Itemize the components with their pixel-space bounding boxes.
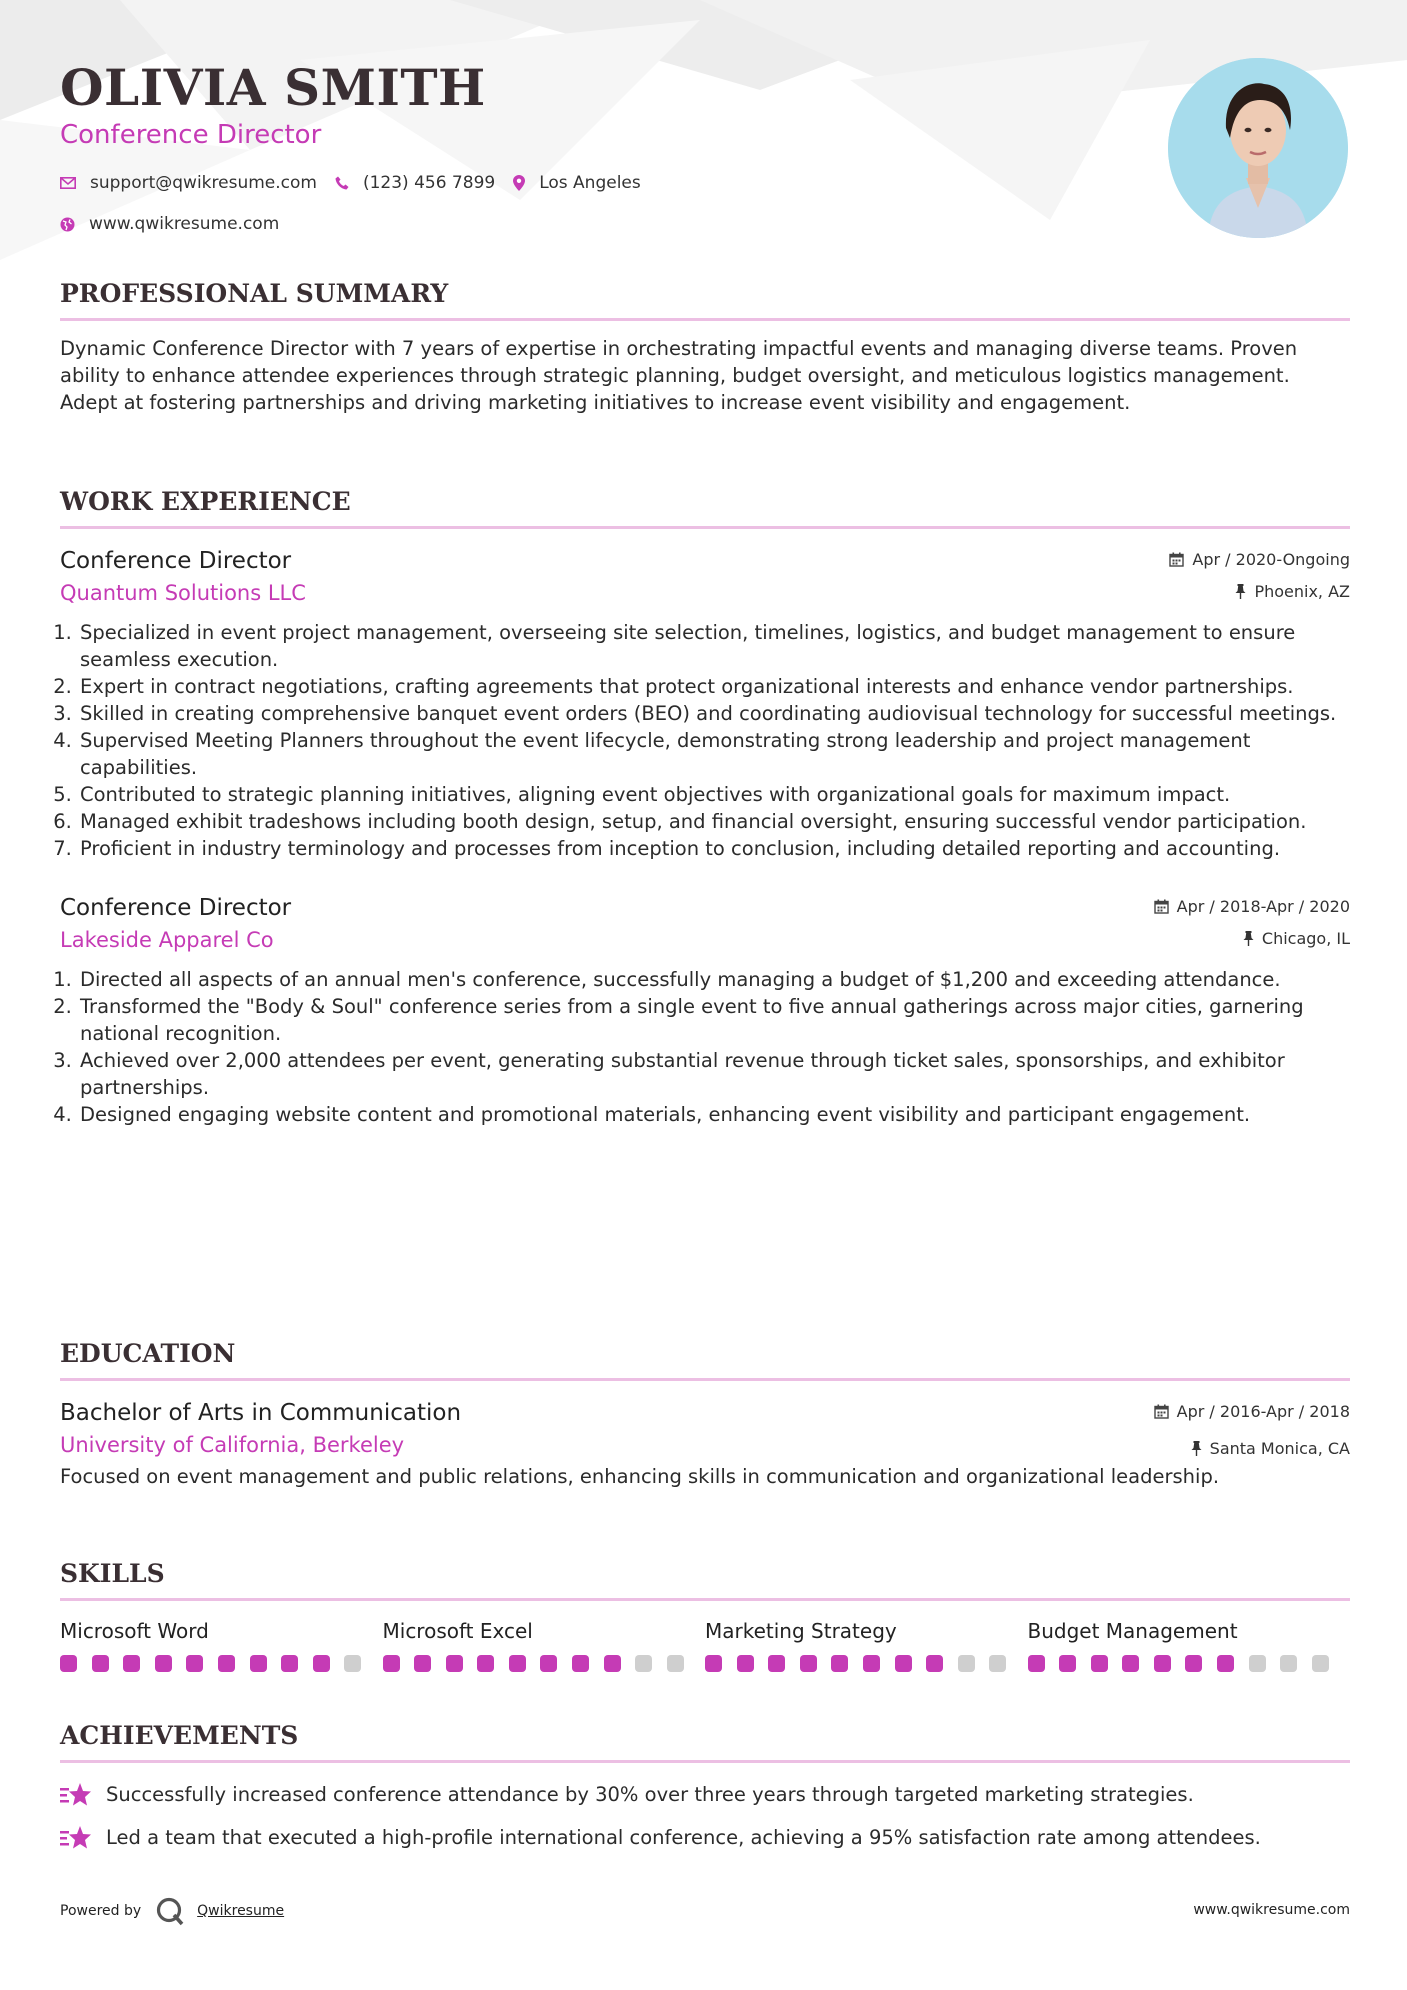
skills-section xyxy=(60,1556,1350,1672)
skill-item xyxy=(60,1619,383,1672)
calendar-icon xyxy=(1154,899,1169,914)
job-entry xyxy=(60,545,1350,862)
location-text: Los Angeles xyxy=(539,173,641,193)
list-item: 7. Proficient in industry terminology and processes from inception to conclusion, including detailed reporting and accounting. xyxy=(78,835,1350,862)
summary-text: Dynamic Conference Director with 7 years of expertise in orchestrating impactful events and managing diverse teams. Proven ability to enhance attendee experiences through strategic planning, budget oversight, and meticulous logistics management. Adept at fostering partnerships and driving marketing initiatives to increase event visibility and engagement. xyxy=(60,337,1298,414)
education-dates-text: Apr / 2016-Apr / 2018 xyxy=(1176,1402,1350,1421)
list-item: 4. Supervised Meeting Planners throughout the event lifecycle, demonstrating strong leadership and project management capabilities. xyxy=(78,727,1350,781)
skill-dot-filled xyxy=(1091,1655,1108,1672)
skill-item xyxy=(1028,1619,1351,1672)
list-item: 3. Achieved over 2,000 attendees per event, generating substantial revenue through ticket sales, sponsorships, and exhibitor partnerships. xyxy=(78,1047,1350,1101)
website-text: www.qwikresume.com xyxy=(89,214,280,234)
job-company: Lakeside Apparel Co xyxy=(60,928,274,952)
skill-name: Budget Management xyxy=(1027,1619,1238,1643)
pushpin-icon xyxy=(1191,1441,1202,1456)
skill-dot-empty xyxy=(1249,1655,1266,1672)
skill-dot-filled xyxy=(414,1655,431,1672)
candidate-name: OLIVIA SMITH xyxy=(60,58,486,117)
skill-dot-filled xyxy=(313,1655,330,1672)
skill-dot-filled xyxy=(705,1655,722,1672)
job-responsibilities xyxy=(60,619,1350,862)
list-item: 5. Contributed to strategic planning initiatives, aligning event objectives with organizational goals for maximum impact. xyxy=(78,781,1350,808)
section-heading: WORK EXPERIENCE xyxy=(60,487,351,516)
job-location-text: Chicago, IL xyxy=(1261,929,1350,948)
skill-item xyxy=(705,1619,1028,1672)
skill-dot-filled xyxy=(831,1655,848,1672)
skill-rating xyxy=(383,1655,706,1672)
skill-rating xyxy=(1028,1655,1351,1672)
education-section xyxy=(60,1336,1350,1490)
skill-dot-filled xyxy=(509,1655,526,1672)
qwikresume-logo-icon xyxy=(155,1896,185,1926)
section-divider xyxy=(60,318,1350,321)
skill-dot-empty xyxy=(344,1655,361,1672)
job-title: Conference Director xyxy=(60,895,292,921)
achievements-list xyxy=(60,1773,1350,1859)
pushpin-icon xyxy=(1243,931,1254,946)
star-icon xyxy=(60,1782,92,1808)
qwikresume-link[interactable]: Qwikresume xyxy=(197,1903,285,1919)
contact-phone[interactable] xyxy=(335,173,495,193)
map-pin-icon xyxy=(513,175,525,191)
job-location xyxy=(1235,582,1350,601)
job-entry xyxy=(60,892,1350,1128)
achievement-text: Successfully increased conference attendance by 30% over three years through targeted marketing strategies. xyxy=(106,1783,1194,1806)
school-name: University of California, Berkeley xyxy=(60,1433,405,1457)
portrait-illustration xyxy=(1168,58,1348,238)
skill-dot-filled xyxy=(895,1655,912,1672)
skill-dot-filled xyxy=(737,1655,754,1672)
skill-dot-filled xyxy=(1122,1655,1139,1672)
skill-dot-filled xyxy=(446,1655,463,1672)
section-divider xyxy=(60,1598,1350,1601)
skill-dot-filled xyxy=(926,1655,943,1672)
skill-dot-filled xyxy=(1154,1655,1171,1672)
skill-item xyxy=(383,1619,706,1672)
skill-name: Microsoft Excel xyxy=(382,1619,533,1643)
section-heading: ACHIEVEMENTS xyxy=(60,1721,299,1750)
list-item: 2. Expert in contract negotiations, crafting agreements that protect organizational interests and enhance vendor partnerships. xyxy=(78,673,1350,700)
section-heading: EDUCATION xyxy=(60,1339,236,1368)
education-location-text: Santa Monica, CA xyxy=(1209,1439,1350,1458)
contact-row-2 xyxy=(60,214,297,234)
powered-by xyxy=(60,1896,284,1926)
experience-section xyxy=(60,484,1350,1128)
skill-dot-filled xyxy=(92,1655,109,1672)
skill-dot-empty xyxy=(1280,1655,1297,1672)
star-icon xyxy=(60,1825,92,1851)
skill-dot-filled xyxy=(250,1655,267,1672)
section-heading: PROFESSIONAL SUMMARY xyxy=(60,279,449,308)
achievements-section xyxy=(60,1718,1350,1859)
contact-location xyxy=(513,173,641,193)
skill-dot-filled xyxy=(800,1655,817,1672)
skill-dot-filled xyxy=(604,1655,621,1672)
skill-dot-filled xyxy=(572,1655,589,1672)
calendar-icon xyxy=(1169,552,1184,567)
skill-dot-empty xyxy=(635,1655,652,1672)
mail-icon xyxy=(60,177,76,189)
skill-dot-filled xyxy=(383,1655,400,1672)
skill-dot-filled xyxy=(1028,1655,1045,1672)
list-item: 1. Specialized in event project management, overseeing site selection, timelines, logistics, and budget management to ensure seamless execution. xyxy=(78,619,1350,673)
skill-dot-filled xyxy=(186,1655,203,1672)
achievement-item xyxy=(60,1816,1350,1859)
pushpin-icon xyxy=(1235,584,1246,599)
education-dates xyxy=(1154,1402,1350,1421)
skill-dot-empty xyxy=(989,1655,1006,1672)
education-description: Focused on event management and public relations, enhancing skills in communication and organizational leadership. xyxy=(60,1465,1220,1488)
degree-title: Bachelor of Arts in Communication xyxy=(60,1400,462,1426)
skill-dot-empty xyxy=(667,1655,684,1672)
section-divider xyxy=(60,1378,1350,1381)
powered-by-label: Powered by xyxy=(60,1903,142,1919)
list-item: 3. Skilled in creating comprehensive banquet event orders (BEO) and coordinating audiovisual technology for successful meetings. xyxy=(78,700,1350,727)
job-dates xyxy=(1169,550,1350,569)
education-entry xyxy=(60,1397,1350,1490)
candidate-title: Conference Director xyxy=(60,120,322,150)
list-item: 6. Managed exhibit tradeshows including booth design, setup, and financial oversight, ensuring successful vendor participation. xyxy=(78,808,1350,835)
section-heading: SKILLS xyxy=(60,1559,165,1588)
section-divider xyxy=(60,526,1350,529)
contact-website[interactable] xyxy=(60,214,279,234)
contact-row-1 xyxy=(60,173,659,193)
phone-icon xyxy=(335,176,349,190)
footer-website[interactable]: www.qwikresume.com xyxy=(1193,1902,1350,1918)
skill-dot-empty xyxy=(1312,1655,1329,1672)
list-item: 1. Directed all aspects of an annual men's conference, successfully managing a budget of $1,200 and exceeding attendance. xyxy=(78,966,1350,993)
skill-rating xyxy=(60,1655,383,1672)
phone-text: (123) 456 7899 xyxy=(362,173,496,193)
skill-dot-filled xyxy=(477,1655,494,1672)
achievement-text: Led a team that executed a high-profile international conference, achieving a 95% satisfaction rate among attendees. xyxy=(106,1826,1261,1849)
skill-rating xyxy=(705,1655,1028,1672)
skill-dot-filled xyxy=(123,1655,140,1672)
skill-dot-filled xyxy=(540,1655,557,1672)
email-text: support@qwikresume.com xyxy=(90,173,317,193)
skill-dot-filled xyxy=(60,1655,77,1672)
job-dates-text: Apr / 2020-Ongoing xyxy=(1192,550,1350,569)
job-title: Conference Director xyxy=(60,548,292,574)
globe-icon xyxy=(60,217,75,232)
contact-email[interactable] xyxy=(60,173,317,193)
education-location xyxy=(1191,1439,1350,1458)
job-dates-text: Apr / 2018-Apr / 2020 xyxy=(1176,897,1350,916)
skill-name: Microsoft Word xyxy=(60,1619,209,1643)
skill-dot-filled xyxy=(1059,1655,1076,1672)
profile-photo xyxy=(1168,58,1348,238)
skill-name: Marketing Strategy xyxy=(705,1619,897,1643)
list-item: 2. Transformed the "Body & Soul" conference series from a single event to five annual gatherings across major cities, garnering national recognition. xyxy=(78,993,1350,1047)
section-divider xyxy=(60,1760,1350,1763)
skill-dot-empty xyxy=(958,1655,975,1672)
skill-dot-filled xyxy=(155,1655,172,1672)
job-dates xyxy=(1154,897,1350,916)
skill-dot-filled xyxy=(863,1655,880,1672)
skill-dot-filled xyxy=(1217,1655,1234,1672)
skills-list xyxy=(60,1619,1350,1672)
job-location-text: Phoenix, AZ xyxy=(1254,582,1350,601)
job-responsibilities xyxy=(60,966,1350,1128)
job-location xyxy=(1243,929,1350,948)
achievement-item xyxy=(60,1773,1350,1816)
list-item: 4. Designed engaging website content and promotional materials, enhancing event visibility and participant engagement. xyxy=(78,1101,1350,1128)
job-company: Quantum Solutions LLC xyxy=(60,581,306,605)
skill-dot-filled xyxy=(281,1655,298,1672)
calendar-icon xyxy=(1154,1404,1169,1419)
skill-dot-filled xyxy=(1185,1655,1202,1672)
skill-dot-filled xyxy=(768,1655,785,1672)
skill-dot-filled xyxy=(218,1655,235,1672)
summary-section xyxy=(60,276,1350,416)
